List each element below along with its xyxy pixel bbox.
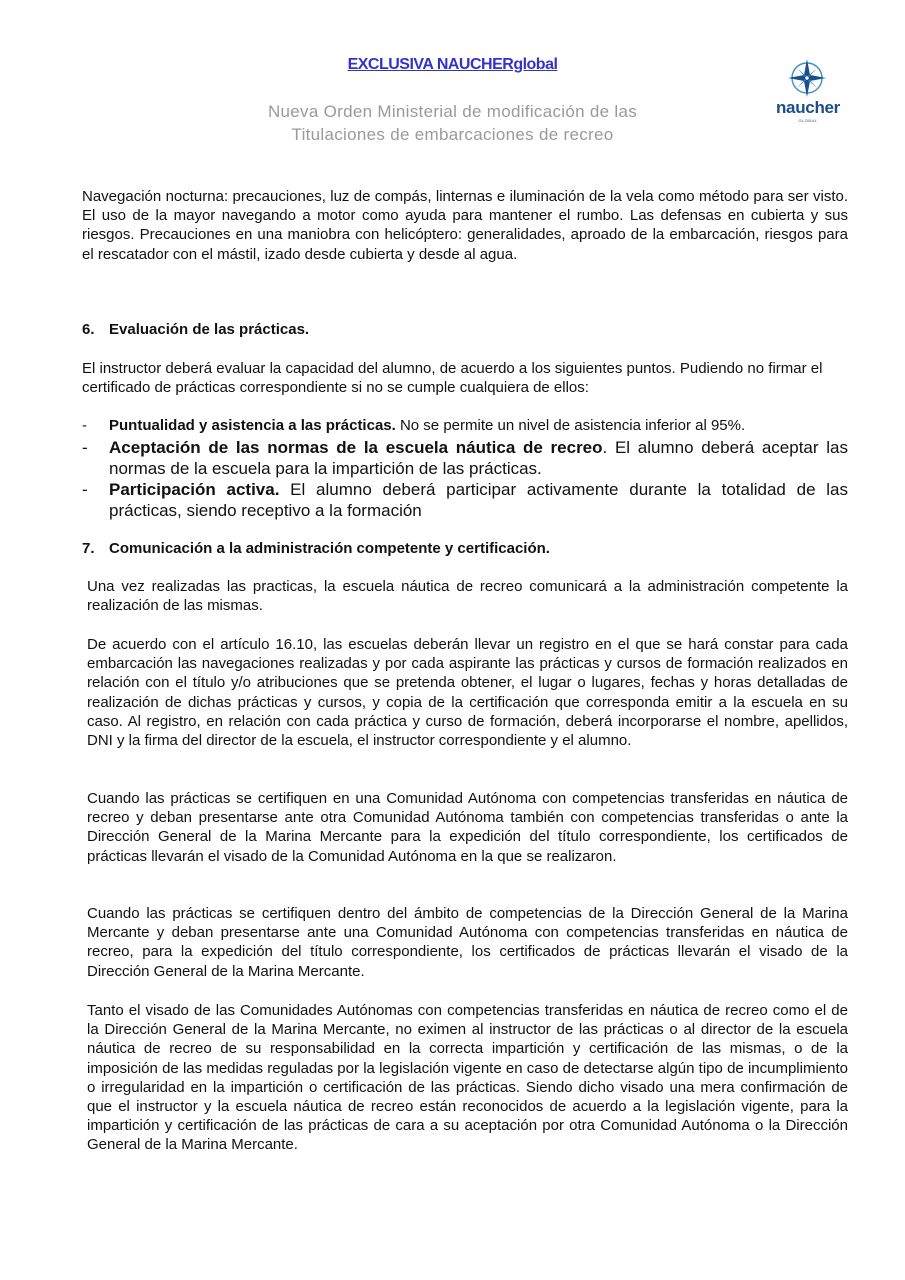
section-6-heading xyxy=(82,321,309,338)
intro-paragraph: Navegación nocturna: precauciones, luz de compás, linternas e iluminación de la vela como método para ser visto. El uso de la mayor navegando a motor como ayuda para mantener el rumbo. Las defensas en cubierta y sus riesgos. Precauciones en una maniobra con helicóptero: generalidades, aproado de la embarcación, riesgos para el rescatador con el mástil, izado desde cubierta y desde al agua. xyxy=(82,188,848,263)
bullet-dash: - xyxy=(82,438,88,457)
list-item xyxy=(82,416,848,435)
section-7-paragraph-1: Una vez realizadas las practicas, la escuela náutica de recreo comunicará a la administración competente la realización de las mismas. xyxy=(87,578,848,615)
compass-rose-icon xyxy=(762,58,854,100)
section-7-heading xyxy=(82,540,550,557)
section-7-paragraph-3: Cuando las prácticas se certifiquen en una Comunidad Autónoma con competencias transferidas en náutica de recreo y deban presentarse ante otra Comunidad Autónoma también con competencias transferidas o ante la Dirección General de la Marina Mercante para la expedición del título correspondiente, los certificados de prácticas llevarán el visado de la Comunidad Autónoma en la que se realizaron. xyxy=(87,790,848,865)
evaluation-criteria-list xyxy=(82,416,848,521)
bullet-dash: - xyxy=(82,480,88,499)
subtitle-line-1: Nueva Orden Ministerial de modificación de las xyxy=(267,102,638,121)
criterion-title: Puntualidad y asistencia a las prácticas. xyxy=(109,417,396,434)
criterion-text: El alumno deberá participar activamente durante la totalidad de las prácticas, siendo receptivo a la formación xyxy=(109,480,848,520)
section-7-paragraph-4: Cuando las prácticas se certifiquen dentro del ámbito de competencias de la Dirección General de la Marina Mercante y deban presentarse ante una Comunidad Autónoma con competencias transferidas en náutica de recreo, para la expedición del título correspondiente, los certificados de prácticas llevarán el visado de la Dirección General de la Marina Mercante. xyxy=(87,905,848,980)
criterion-title: Aceptación de las normas de la escuela náutica de recreo xyxy=(109,438,603,457)
section-7-number: 7. xyxy=(82,540,95,557)
criterion-text: No se permite un nivel de asistencia inferior al 95%. xyxy=(395,417,746,434)
criterion-title: Participación activa. xyxy=(109,480,280,499)
subtitle-line-2: Titulaciones de embarcaciones de recreo xyxy=(291,125,614,144)
exclusiva-link[interactable]: EXCLUSIVA NAUCHERglobal xyxy=(347,56,558,73)
list-item xyxy=(82,437,848,479)
criterion-text: . El alumno deberá aceptar las normas de la escuela para la impartición de las prácticas. xyxy=(109,438,848,478)
logo-wordmark: naucher xyxy=(775,98,841,117)
section-7-title: Comunicación a la administración competente y certificación. xyxy=(109,540,550,557)
section-7-paragraph-5: Tanto el visado de las Comunidades Autónomas con competencias transferidas en náutica de recreo como el de la Dirección General de la Marina Mercante, no eximen al instructor de las prácticas o al director de la escuela náutica de recreo de su responsabilidad en la correcta impartición y certificación de las mismas, o de la imposición de las medidas reguladas por la legislación vigente en caso de detectarse algún tipo de incumplimiento o irregularidad en la impartición o certificación de las prácticas. Siendo dicho visado una mera confirmación de que el instructor y la escuela náutica de recreo están reconocidos de acuerdo a la legislación vigente, para la impartición y certificación de las prácticas de cara a su aceptación por otra Comunidad Autónoma o la Dirección General de la Marina Mercante. xyxy=(87,1002,848,1154)
document-subtitle xyxy=(200,100,705,146)
list-item xyxy=(82,479,848,521)
section-6-paragraph: El instructor deberá evaluar la capacidad del alumno, de acuerdo a los siguientes puntos. Pudiendo no firmar el certificado de prácticas correspondiente si no se cumple cualquiera de ellos: xyxy=(82,360,823,397)
logo-subtext: GLOBAL xyxy=(798,118,818,123)
section-6-number: 6. xyxy=(82,321,95,338)
section-6-title: Evaluación de las prácticas. xyxy=(109,321,310,338)
section-7-paragraph-2: De acuerdo con el artículo 16.10, las escuelas deberán llevar un registro en el que se hará constar para cada embarcación las navegaciones realizadas y por cada aspirante las prácticas y cursos de formación realizados en relación con el título y/o atribuciones que se pretenda obtener, el lugar o lugares, fechas y horas detalladas de realización de dichas prácticas y cursos, y copia de la certificación que corresponda emitir a la escuela en su caso. Al registro, en relación con cada práctica y curso de formación, deberá incorporarse el nombre, apellidos, DNI y la firma del director de la escuela, el instructor correspondiente y el alumno. xyxy=(87,636,848,750)
naucher-logo xyxy=(762,58,854,126)
bullet-dash: - xyxy=(82,417,87,434)
